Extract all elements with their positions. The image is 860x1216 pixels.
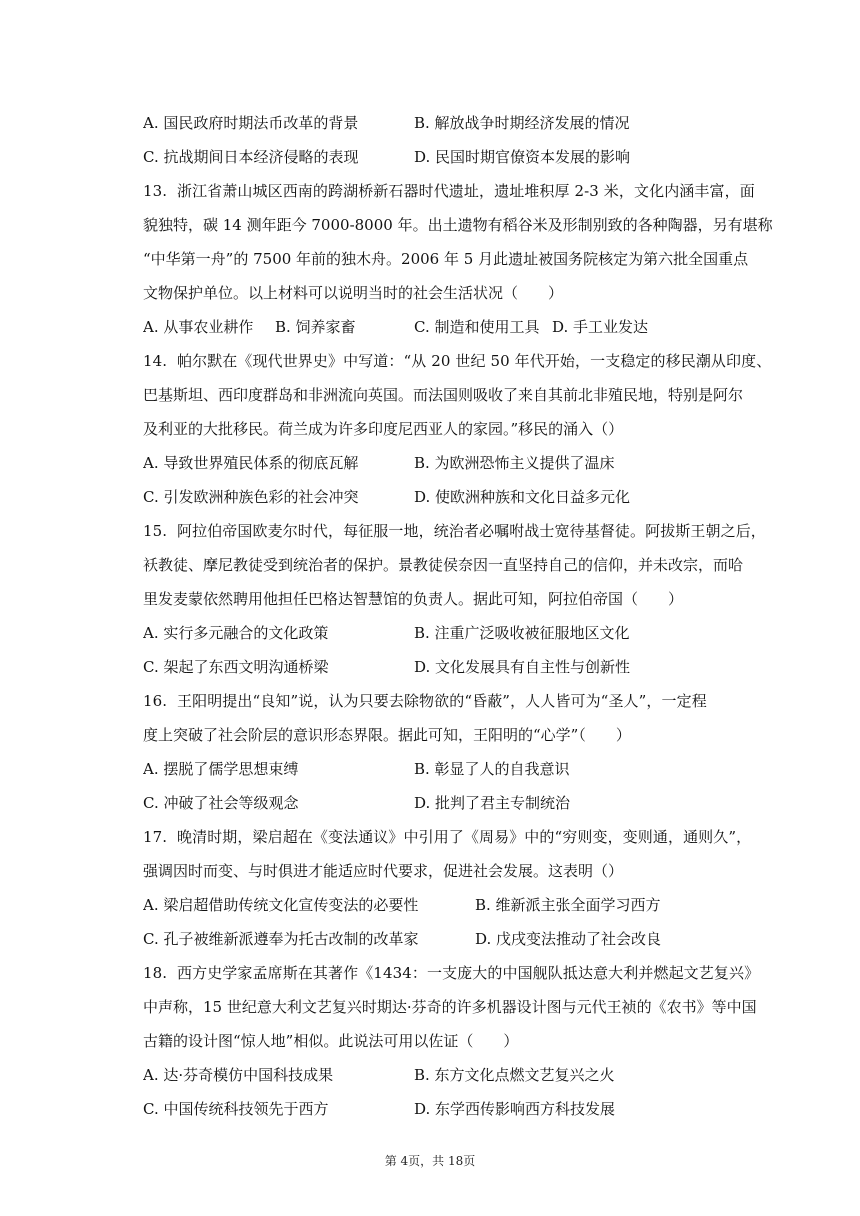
question-stem-line: 巴基斯坦、西印度群岛和非洲流向英国。而法国则吸收了来自其前北非殖民地，特别是阿尔	[143, 386, 744, 404]
question-13	[143, 174, 773, 344]
page-footer: 第 4页，共 18页	[384, 1154, 476, 1168]
option-row	[143, 786, 773, 820]
question-stem-line: 度上突破了社会阶层的意识形态界限。据此可知，王阳明的“心学”（ ）	[143, 726, 631, 744]
option-d: D. 戊戌变法推动了社会改良	[475, 930, 662, 948]
stem-text: 帕尔默在《现代世界史》中写道：“从 20 世纪 50 年代开始，一支稳定的移民潮从印度、	[177, 352, 772, 370]
option-a: A. 从事农业耕作	[143, 318, 254, 336]
page-content	[143, 106, 773, 1126]
option-row	[143, 1092, 773, 1126]
option-row	[143, 752, 773, 786]
option-b: B. 饲养家畜	[275, 318, 356, 336]
option-c: C. 制造和使用工具	[414, 318, 540, 336]
option-c: C. 中国传统科技领先于西方	[143, 1100, 329, 1118]
option-row	[143, 446, 773, 480]
option-d: D. 手工业发达	[552, 318, 649, 336]
option-a: A. 国民政府时期法币改革的背景	[143, 114, 359, 132]
question-18	[143, 956, 773, 1126]
question-stem-line: 强调因时而变、与时俱进才能适应时代要求，促进社会发展。这表明（）	[143, 862, 624, 880]
option-row	[143, 888, 773, 922]
question-stem-line	[143, 174, 773, 208]
option-c: C. 抗战期间日本经济侵略的表现	[143, 148, 359, 166]
question-stem-line: “中华第一舟”的 7500 年前的独木舟。2006 年 5 月此遗址被国务院核定为第六批全国重点	[143, 250, 749, 268]
option-row	[143, 922, 773, 956]
option-row	[143, 1058, 773, 1092]
option-d: D. 批判了君主专制统治	[414, 794, 571, 812]
stem-text: 晚清时期，梁启超在《变法通议》中引用了《周易》中的“穷则变，变则通，通则久”，	[177, 828, 752, 846]
question-16	[143, 684, 773, 820]
question-stem-line	[143, 684, 773, 718]
option-row	[143, 106, 773, 140]
question-stem-line: 貌独特，碳 14 测年距今 7000-8000 年。出土遗物有稻谷米及形制别致的各种陶器，另有堪称	[143, 216, 773, 234]
stem-text: 王阳明提出“良知”说，认为只要去除物欲的“昏蔽”，人人皆可为“圣人”，一定程	[177, 692, 707, 710]
option-b: B. 东方文化点燃文艺复兴之火	[414, 1066, 615, 1084]
option-a: A. 达·芬奇模仿中国科技成果	[143, 1066, 334, 1084]
option-d: D. 民国时期官僚资本发展的影响	[414, 148, 631, 166]
option-a: A. 摆脱了儒学思想束缚	[143, 760, 299, 778]
question-stem-line: 袄教徒、摩尼教徒受到统治者的保护。景教徒侯奈因一直坚持自己的信仰，并未改宗，而哈	[143, 556, 744, 574]
option-row	[143, 310, 773, 344]
option-b: B. 维新派主张全面学习西方	[475, 896, 661, 914]
question-17	[143, 820, 773, 956]
option-b: B. 彰显了人的自我意识	[414, 760, 570, 778]
option-a: A. 实行多元融合的文化政策	[143, 624, 329, 642]
option-c: C. 架起了东西文明沟通桥梁	[143, 658, 329, 676]
question-stem-line	[143, 956, 773, 990]
question-number: 13.	[143, 182, 168, 200]
option-d: D. 使欧洲种族和文化日益多元化	[414, 488, 631, 506]
question-number: 16.	[143, 692, 168, 710]
option-b: B. 注重广泛吸收被征服地区文化	[414, 624, 630, 642]
question-stem-line: 及利亚的大批移民。荷兰成为许多印度尼西亚人的家园。”移民的涌入（）	[143, 420, 624, 438]
question-stem-line	[143, 344, 773, 378]
question-stem-line	[143, 514, 773, 548]
question-number: 17.	[143, 828, 168, 846]
stem-text: 西方史学家孟席斯在其著作《1434：一支庞大的中国舰队抵达意大利并燃起文艺复兴》	[177, 964, 760, 982]
option-b: B. 解放战争时期经济发展的情况	[414, 114, 630, 132]
option-c: C. 引发欧洲种族色彩的社会冲突	[143, 488, 359, 506]
option-b: B. 为欧洲恐怖主义提供了温床	[414, 454, 615, 472]
option-c: C. 冲破了社会等级观念	[143, 794, 299, 812]
option-row	[143, 140, 773, 174]
option-a: A. 导致世界殖民体系的彻底瓦解	[143, 454, 359, 472]
question-stem-line	[143, 820, 773, 854]
option-row	[143, 616, 773, 650]
question-stem-line: 中声称，15 世纪意大利文艺复兴时期达·芬奇的许多机器设计图与元代王祯的《农书》等中国	[143, 998, 757, 1016]
option-c: C. 孔子被维新派遵奉为托古改制的改革家	[143, 930, 419, 948]
stem-text: 阿拉伯帝国欧麦尔时代，每征服一地，统治者必嘱咐战士宽待基督徒。阿拔斯王朝之后，	[177, 522, 766, 540]
option-a: A. 梁启超借助传统文化宣传变法的必要性	[143, 896, 419, 914]
question-stem-line: 古籍的设计图“惊人地”相似。此说法可用以佐证（ ）	[143, 1032, 519, 1050]
option-d: D. 东学西传影响西方科技发展	[414, 1100, 616, 1118]
question-14	[143, 344, 773, 514]
option-d: D. 文化发展具有自主性与创新性	[414, 658, 631, 676]
question-15	[143, 514, 773, 684]
option-row	[143, 650, 773, 684]
option-row	[143, 480, 773, 514]
question-number: 15.	[143, 522, 168, 540]
question-stem-line: 里发麦蒙依然聘用他担任巴格达智慧馆的负责人。据此可知，阿拉伯帝国（ ）	[143, 590, 684, 608]
question-stem-line: 文物保护单位。以上材料可以说明当时的社会生活状况（ ）	[143, 284, 564, 302]
stem-text: 浙江省萧山城区西南的跨湖桥新石器时代遗址，遗址堆积厚 2-3 米，文化内涵丰富，面	[177, 182, 755, 200]
question-number: 14.	[143, 352, 168, 370]
question-number: 18.	[143, 964, 168, 982]
